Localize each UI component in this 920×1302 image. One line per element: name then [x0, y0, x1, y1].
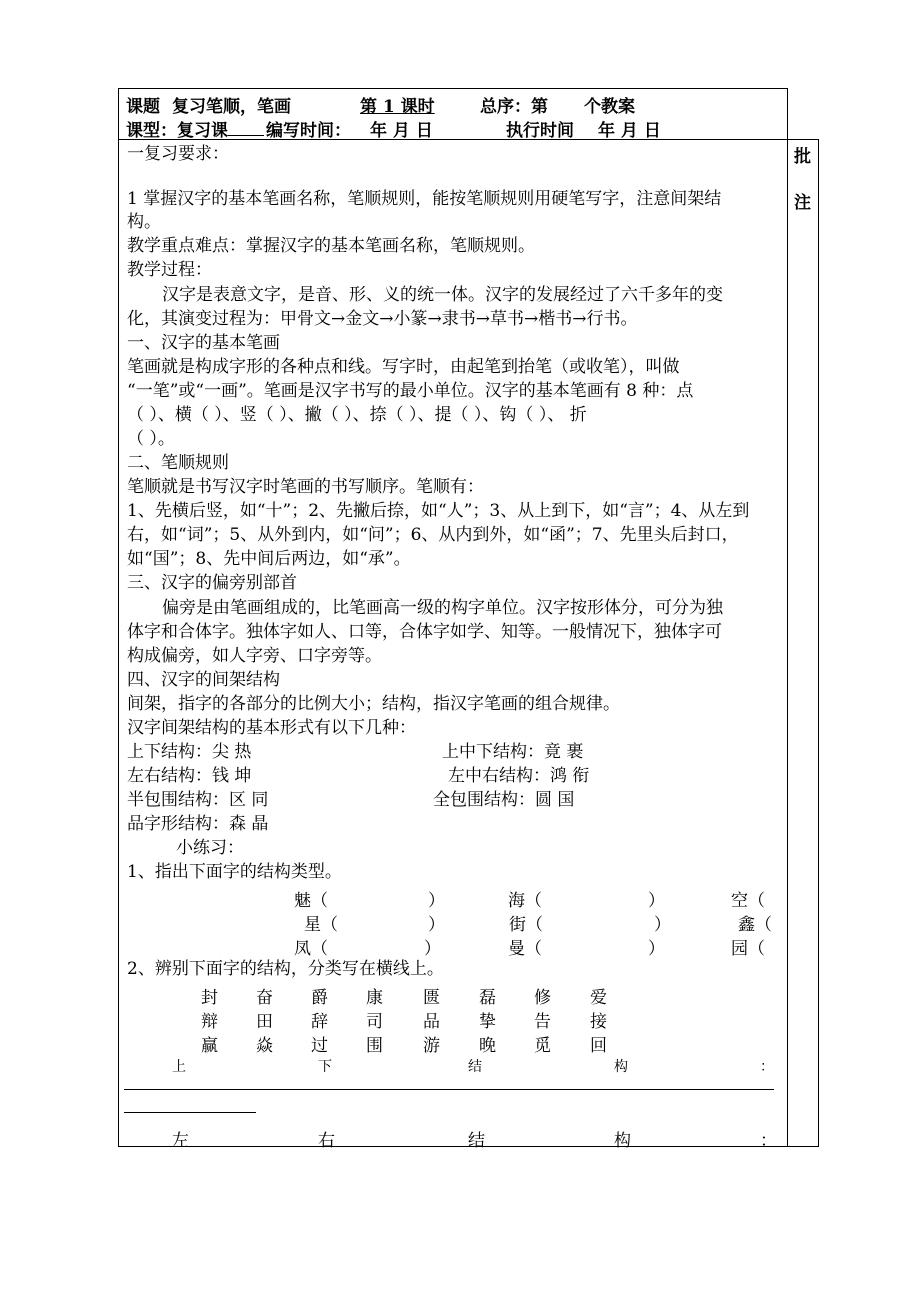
text-line: 化，其演变过程为：甲骨文→金文→小篆→隶书→草书→楷书→行书。: [127, 309, 638, 329]
lesson-type: 课型：复习课: [126, 121, 228, 141]
topic-label: 课题: [126, 97, 160, 117]
char-blank-close: ）: [428, 915, 445, 935]
section-heading: 四、汉字的间架结构: [127, 670, 280, 690]
question-2: 2、辨别下面字的结构，分类写在横线上。: [127, 959, 444, 979]
char-blank-close: ）: [424, 939, 441, 959]
grid-char: 赢: [201, 1036, 218, 1056]
grid-char: 封: [201, 988, 218, 1008]
text-line: 如“国”；8、先中间后两边，如“承”。: [127, 549, 411, 569]
exec-date: 年 月 日: [598, 121, 661, 141]
annotation-char-2: 注: [794, 193, 811, 213]
text-line: （ ）。: [127, 429, 175, 449]
type-underline: [228, 135, 264, 136]
text-line: 间架，指字的各部分的比例大小；结构，指汉字笔画的组合规律。: [127, 694, 620, 714]
char-blank-close: ）: [648, 939, 665, 959]
grid-char: 焱: [256, 1036, 273, 1056]
grid-char: 修: [534, 988, 551, 1008]
text-line: 教学过程：: [127, 260, 212, 280]
grid-char: 爱: [590, 988, 607, 1008]
section-heading: 三、汉字的偏旁别部首: [127, 573, 297, 593]
answer-line[interactable]: [124, 1089, 774, 1090]
fill-label: 左: [172, 1131, 189, 1151]
grid-char: 告: [534, 1012, 551, 1032]
question-1: 1、指出下面字的结构类型。: [127, 862, 342, 882]
grid-char: 晚: [479, 1036, 496, 1056]
fill-label: ：: [760, 1131, 777, 1151]
grid-char: 过: [311, 1036, 328, 1056]
grid-char: 接: [590, 1012, 607, 1032]
grid-char: 挚: [479, 1012, 496, 1032]
text-line: 构成偏旁，如人字旁、口字旁等。: [127, 646, 382, 666]
grid-char: 磊: [479, 988, 496, 1008]
structure-example: 左中右结构：鸿 衔: [448, 766, 590, 786]
grid-char: 围: [366, 1036, 383, 1056]
text-line: 1 掌握汉字的基本笔画名称，笔顺规则，能按笔顺规则用硬笔写字，注意间架结: [127, 189, 722, 209]
structure-example: 品字形结构：森 晶: [127, 814, 269, 834]
text-line: 笔顺就是书写汉字时笔画的书写顺序。笔顺有：: [127, 477, 484, 497]
fill-label: 上: [172, 1059, 186, 1075]
fill-label: 构: [614, 1059, 628, 1075]
char-blank: 星（: [304, 915, 338, 935]
text-line: 教学重点难点：掌握汉字的基本笔画名称，笔顺规则。: [127, 236, 535, 256]
char-blank-close: ）: [654, 915, 671, 935]
char-blank: 鑫（: [738, 915, 772, 935]
text-line: 1、先横后竖，如“十”；2、先撇后捺，如“人”；3、从上到下，如“言”；4、从左到: [127, 501, 750, 521]
grid-char: 辞: [311, 1012, 328, 1032]
fill-label: 结: [468, 1059, 482, 1075]
annotation-char-1: 批: [794, 147, 811, 167]
grid-char: 爵: [311, 988, 328, 1008]
grid-char: 司: [366, 1012, 383, 1032]
char-blank-close: ）: [428, 891, 445, 911]
fill-label: 右: [318, 1131, 335, 1151]
grid-char: 匮: [423, 988, 440, 1008]
structure-example: 上中下结构：竟 裹: [442, 742, 584, 762]
review-requirements-heading: 一复习要求：: [127, 144, 229, 164]
grid-char: 奋: [256, 988, 273, 1008]
char-blank: 魅（: [294, 891, 328, 911]
practice-title: 小练习：: [176, 838, 244, 858]
order-label: 总序：第: [480, 97, 548, 117]
grid-char: 辩: [201, 1012, 218, 1032]
annotation-column: [786, 139, 819, 1147]
section-heading: 二、笔顺规则: [127, 453, 229, 473]
plan-label: 个教案: [584, 97, 635, 117]
structure-example: 半包围结构：区 同: [127, 790, 269, 810]
text-line: （ ）、横（ ）、竖（ ）、撇（ ）、捺（ ）、提（ ）、钩（ ）、 折: [127, 405, 587, 425]
grid-char: 觅: [534, 1036, 551, 1056]
char-blank: 街（: [509, 915, 543, 935]
fill-label: 构: [614, 1131, 631, 1151]
char-blank-close: ）: [648, 891, 665, 911]
char-blank: 海（: [508, 891, 542, 911]
text-line: 笔画就是构成字形的各种点和线。写字时，由起笔到抬笔（或收笔），叫做: [127, 357, 680, 377]
structure-example: 上下结构：尖 热: [127, 742, 252, 762]
lesson-number: 第 1 课时: [360, 97, 435, 117]
char-blank: 园（: [731, 939, 765, 959]
grid-char: 回: [590, 1036, 607, 1056]
text-line: 右，如“词”；5、从外到内，如“问”；6、从内到外，如“函”；7、先里头后封口，: [127, 525, 739, 545]
topic-title: 复习笔顺，笔画: [172, 97, 291, 117]
grid-char: 田: [256, 1012, 273, 1032]
structure-example: 全包围结构：圆 国: [433, 790, 575, 810]
exec-time-label: 执行时间: [506, 121, 574, 141]
text-line: 汉字间架结构的基本形式有以下几种：: [127, 718, 416, 738]
text-line: “一笔”或“一画”。笔画是汉字书写的最小单位。汉字的基本笔画有 8 种：点: [127, 381, 694, 401]
text-line: 体字和合体字。独体字如人、口等，合体字如学、知等。一般情况下，独体字可: [127, 622, 722, 642]
char-blank: 空（: [731, 891, 765, 911]
answer-line[interactable]: [124, 1112, 256, 1113]
text-line: 汉字是表意文字，是音、形、义的统一体。汉字的发展经过了六千多年的变: [162, 285, 723, 305]
section-heading: 一、汉字的基本笔画: [127, 333, 280, 353]
fill-label: ：: [760, 1059, 774, 1075]
char-blank: 曼（: [508, 939, 542, 959]
compile-time-label: 编写时间：: [266, 121, 351, 141]
text-line: 构。: [127, 212, 161, 232]
text-line: 偏旁是由笔画组成的，比笔画高一级的构字单位。汉字按形体分，可分为独: [162, 598, 723, 618]
fill-label: 下: [318, 1059, 332, 1075]
char-blank: 凤（: [294, 939, 328, 959]
grid-char: 康: [366, 988, 383, 1008]
fill-label: 结: [468, 1131, 485, 1151]
grid-char: 品: [423, 1012, 440, 1032]
grid-char: 游: [423, 1036, 440, 1056]
compile-date: 年 月 日: [370, 121, 433, 141]
structure-example: 左右结构：钱 坤: [127, 766, 252, 786]
